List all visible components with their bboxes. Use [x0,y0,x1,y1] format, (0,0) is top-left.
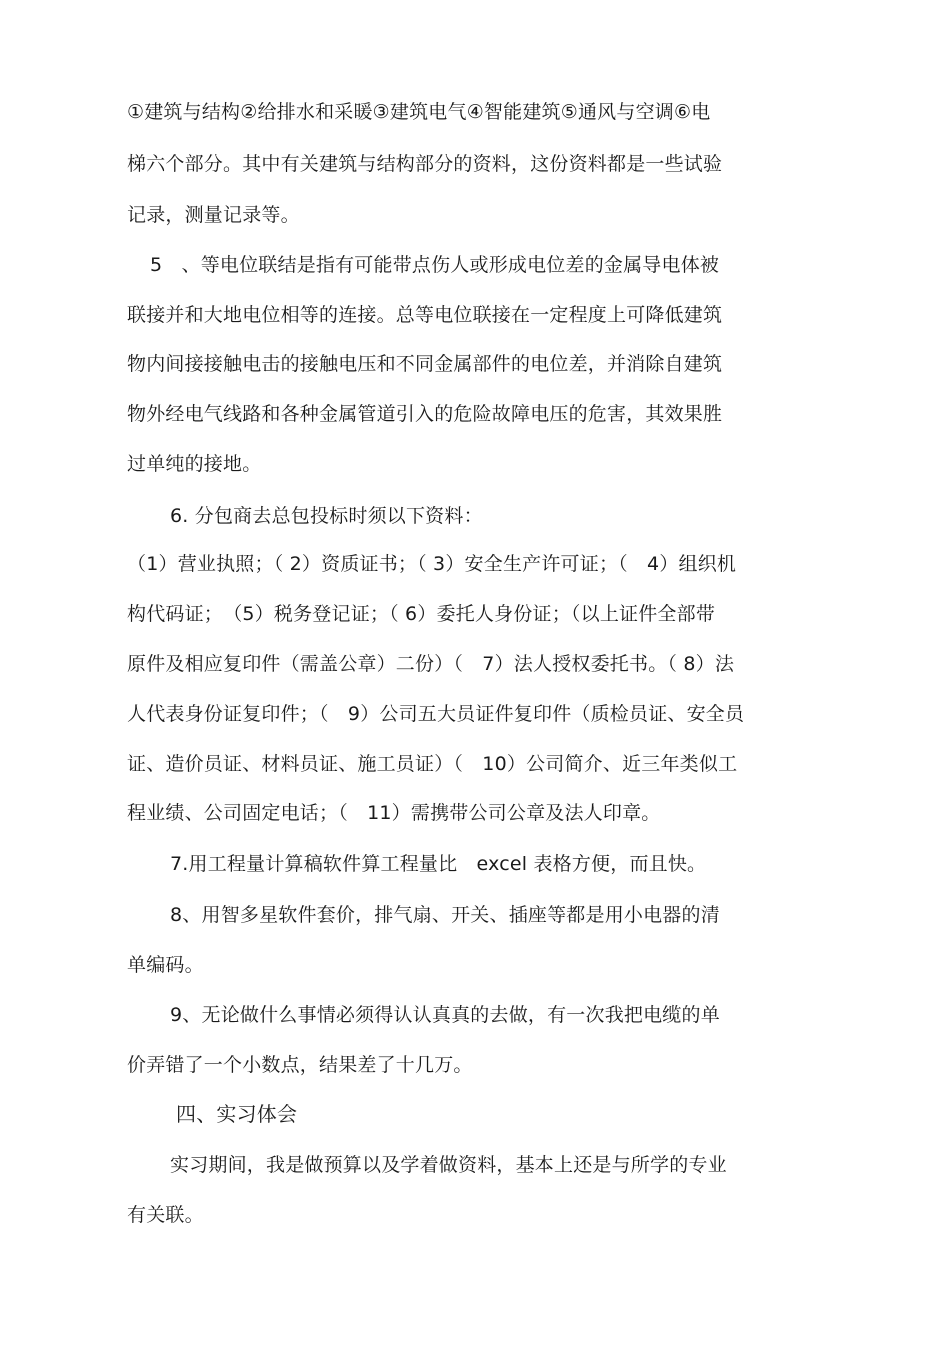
item-6-line-1: （1）营业执照；（ 2）资质证书；（ 3）安全生产许可证；（ 4）组织机 [127,553,737,575]
item-6-line-5: 证、造价员证、材料员证、施工员证）（ 10）公司简介、近三年类似工 [127,753,738,775]
item-8-line-1: 8、用智多星软件套价，排气扇、开关、插座等都是用小电器的清 [170,904,720,926]
item-6-line-6: 程业绩、公司固定电话；（ 11）需携带公司公章及法人印章。 [127,802,661,824]
item-6-line-2: 构代码证； （5）税务登记证；（ 6）委托人身份证；（以上证件全部带 [127,603,716,625]
text-line-2: 梯六个部分。其中有关建筑与结构部分的资料，这份资料都是一些试验 [127,153,723,175]
item-5-line-1: 5 、等电位联结是指有可能带点伤人或形成电位差的金属导电体被 [150,254,720,276]
item-9-line-1: 9、无论做什么事情必须得认认真真的去做，有一次我把电缆的单 [170,1004,720,1026]
item-8-line-2: 单编码。 [127,954,204,976]
item-7-line-1: 7.用工程量计算稿软件算工程量比 excel 表格方便，而且快。 [170,853,707,875]
text-line-1: ①建筑与结构②给排水和采暖③建筑电气④智能建筑⑤通风与空调⑥电 [127,101,711,123]
item-6-line-3: 原件及相应复印件（需盖公章）二份）（ 7）法人授权委托书。（ 8）法 [127,653,735,675]
item-5-line-2: 联接并和大地电位相等的连接。总等电位联接在一定程度上可降低建筑 [127,304,723,326]
section-heading-internship-reflection: 四、实习体会 [176,1102,298,1126]
item-6-heading: 6. 分包商去总包投标时须以下资料： [170,505,483,527]
item-5-line-3: 物内间接接触电击的接触电压和不同金属部件的电位差，并消除自建筑 [127,353,723,375]
item-6-line-4: 人代表身份证复印件；（ 9）公司五大员证件复印件（质检员证、安全员 [127,703,745,725]
reflection-line-1: 实习期间，我是做预算以及学着做资料，基本上还是与所学的专业 [170,1154,727,1176]
item-5-line-4: 物外经电气线路和各种金属管道引入的危险故障电压的危害，其效果胜 [127,403,723,425]
text-line-3: 记录，测量记录等。 [127,204,300,226]
item-9-line-2: 价弄错了一个小数点，结果差了十几万。 [127,1054,473,1076]
item-5-line-5: 过单纯的接地。 [127,453,262,475]
reflection-line-2: 有关联。 [127,1204,204,1226]
